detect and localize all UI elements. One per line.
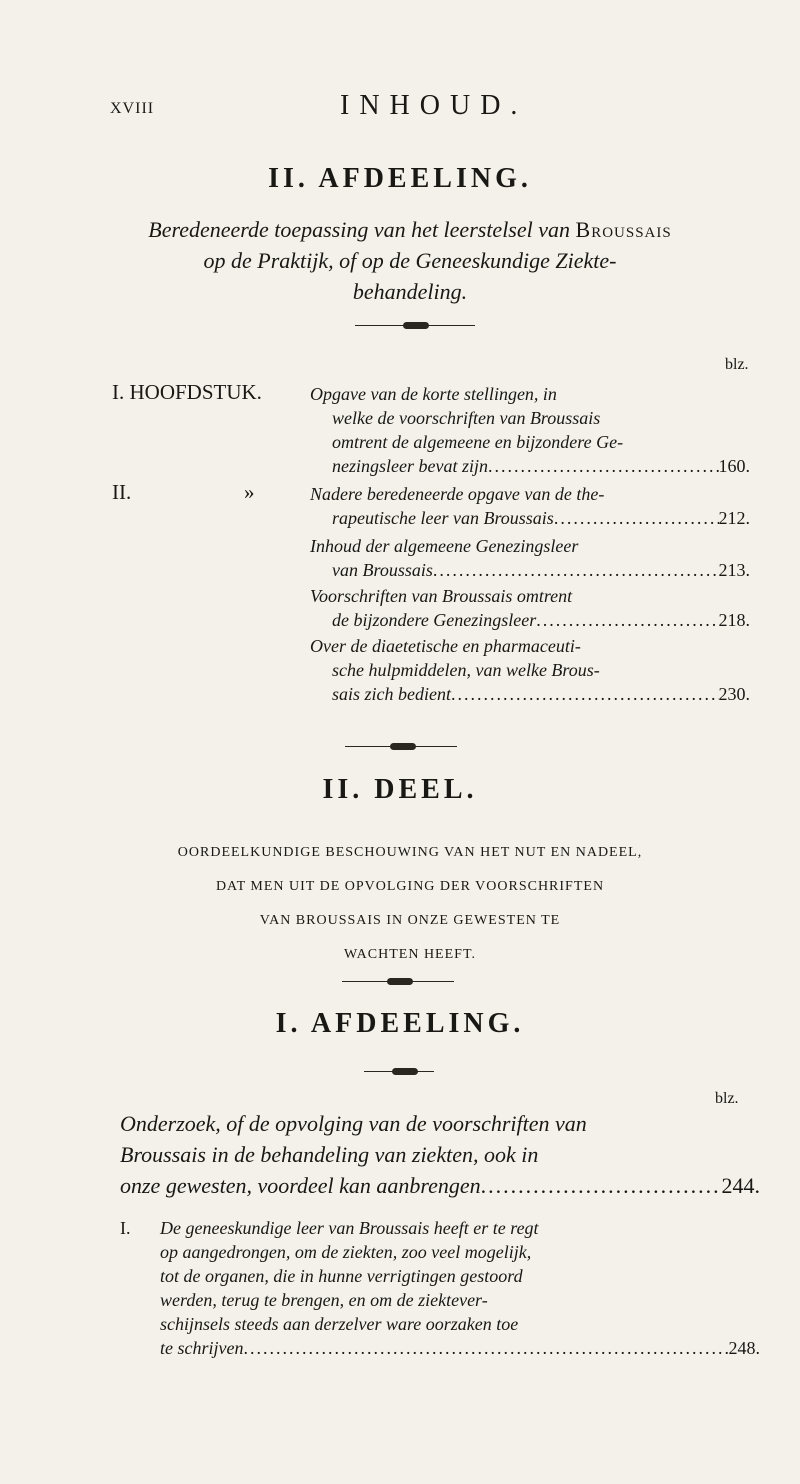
page-ref: 213. — [718, 560, 750, 580]
toc-subentry-3: Over de diaetetische en pharmaceuti- sche hulpmiddelen, van welke Brous- sais zich bedient ..... 230. — [310, 634, 750, 706]
toc-subentry-1: Inhoud der algemeene Genezingsleer van Broussais ..... 213. — [310, 534, 750, 582]
ornament-divider — [355, 322, 475, 330]
chapter-1-label: I. HOOFDSTUK. — [112, 380, 262, 404]
page-ref: 218. — [718, 610, 750, 630]
ornament-divider — [364, 1068, 434, 1076]
part-description-line: WACHTEN HEEFT. — [344, 947, 476, 962]
part-description — [130, 836, 690, 972]
page-ref: 244. — [721, 1173, 760, 1198]
running-title: INHOUD. — [340, 90, 528, 121]
section-heading-afdeeling-1: I. AFDEELING. — [275, 1008, 525, 1039]
page-header — [110, 90, 680, 130]
page-column-label: blz. — [725, 356, 749, 373]
toc-subentry-2: Voorschriften van Broussais omtrent de bijzondere Genezingsleer ..... 218. — [310, 584, 750, 632]
toc-entry-chapter-1: Opgave van de korte stellingen, in welke de voorschriften van Broussais omtrent de algemeene en bijzondere Ge- nezingsleer bevat zijn ..... 160. — [310, 382, 750, 478]
subtitle-line-2: op de Praktijk, of op de Geneeskundige Ziekte- — [203, 248, 617, 273]
part-description-line: OORDEELKUNDIGE BESCHOUWING VAN HET NUT EN NADEEL, — [177, 845, 643, 860]
page-column-label: blz. — [715, 1090, 739, 1107]
ornament-divider — [345, 743, 457, 751]
toc-entry-onderzoek: Onderzoek, of de opvolging van de voorschriften van Broussais in de behandeling van ziekten, ook in onze gewesten, voordeel kan aanbrengen ..... 244. — [120, 1108, 760, 1201]
page-ref: 212. — [718, 508, 750, 528]
item-number: I. — [120, 1218, 131, 1238]
page-ref: 248. — [728, 1338, 760, 1358]
page-ref: 160. — [718, 456, 750, 476]
subtitle-line-1: Beredeneerde toepassing van het leerstelsel van Broussais — [148, 217, 672, 242]
subtitle-line-3: behandeling. — [352, 279, 468, 304]
section-heading-afdeeling-2: II. AFDEELING. — [268, 163, 532, 194]
page-number: XVIII — [110, 100, 155, 117]
toc-entry-chapter-2: Nadere beredeneerde opgave van de the- rapeutische leer van Broussais ..... 212. — [310, 482, 750, 530]
part-description-line: DAT MEN UIT DE OPVOLGING DER VOORSCHRIFTEN — [215, 879, 605, 894]
ditto-mark: » — [244, 480, 255, 504]
toc-item-1: I. De geneeskundige leer van Broussais heeft er te regt op aangedrongen, om de ziekten, zoo veel mogelijk, tot de organen, die in hunne verrigtingen gestoord werden, terug te brengen, en om de ziektever- schijnsels steeds aan derzelver ware oorzaken toe te schrijven ..... 248. — [120, 1216, 760, 1366]
chapter-2-label: II. — [112, 480, 132, 504]
section-subtitle — [130, 214, 690, 307]
part-heading-deel-2: II. DEEL. — [322, 774, 478, 805]
ornament-divider — [342, 978, 454, 986]
page-ref: 230. — [718, 684, 750, 704]
part-description-line: VAN BROUSSAIS IN ONZE GEWESTEN TE — [259, 913, 561, 928]
